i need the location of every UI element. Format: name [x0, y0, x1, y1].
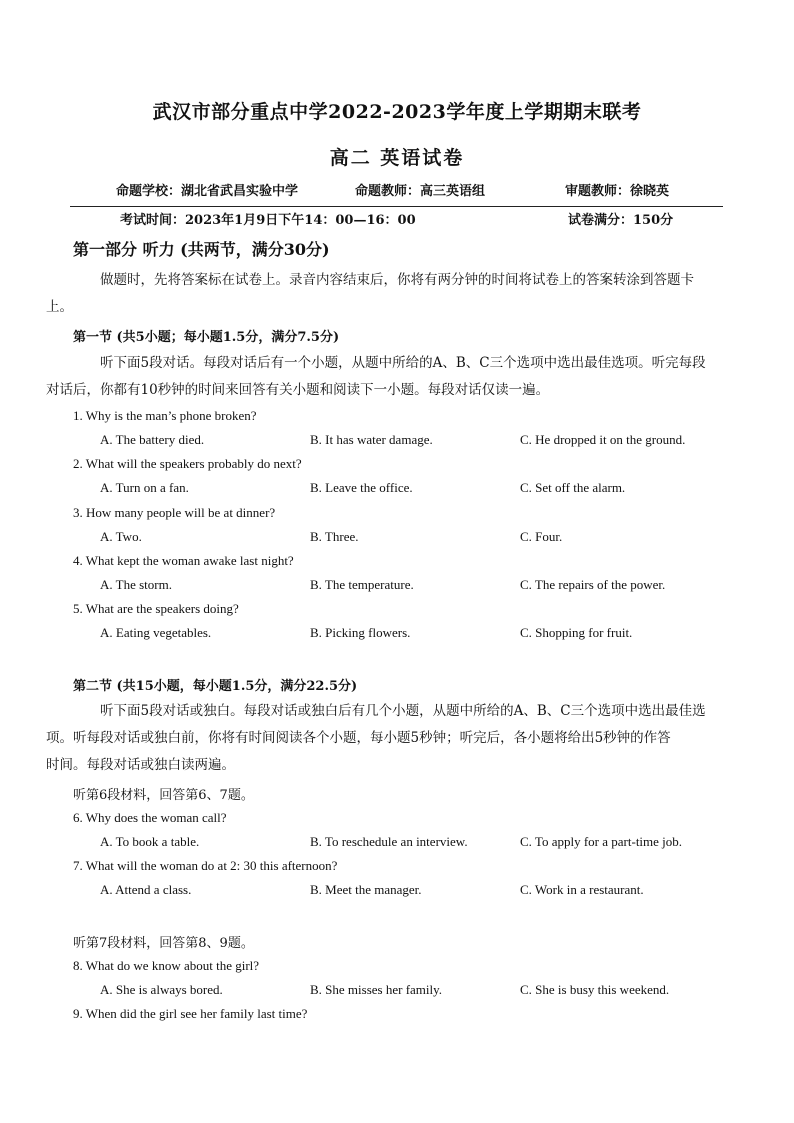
question-stem: 8. What do we know about the girl? [73, 958, 260, 973]
option-a: A. To book a table. [100, 834, 200, 849]
reviewer-teacher: 审题教师：徐晓英 [565, 184, 670, 199]
full-score: 试卷满分：150分 [568, 213, 674, 228]
option-a: A. Two. [100, 529, 142, 544]
section-two-line-3: 时间。每段对话或独白读两遍。 [46, 757, 235, 773]
material-7-note: 听第7段材料，回答第8、9题。 [73, 936, 254, 951]
option-c: C. Shopping for fruit. [520, 625, 633, 640]
question-stem: 6. Why does the woman call? [73, 810, 227, 825]
option-a: A. Eating vegetables. [100, 625, 212, 640]
question-stem: 2. What will the speakers probably do next? [73, 456, 302, 471]
option-b: B. Picking flowers. [310, 625, 411, 640]
exam-subtitle: 高二 英语试卷 [329, 147, 465, 169]
section-two-line-1: 听下面5段对话或独白。每段对话或独白后有几个小题，从题中所给的A、B、C三个选项中选出最佳选 [100, 703, 706, 719]
option-c: C. Work in a restaurant. [520, 882, 644, 897]
option-a: A. The storm. [100, 577, 172, 592]
intro-line-1: 做题时，先将答案标在试卷上。录音内容结束后，你将有两分钟的时间将试卷上的答案转涂到答题卡 [100, 272, 694, 288]
option-b: B. It has water damage. [310, 432, 433, 447]
option-b: B. To reschedule an interview. [310, 834, 468, 849]
option-c: C. Set off the alarm. [520, 480, 626, 495]
exam-time: 考试时间：2023年1月9日下午14：00—16：00 [120, 213, 416, 228]
question-stem: 5. What are the speakers doing? [73, 601, 239, 616]
section-one-line-2: 对话后，你都有10秒钟的时间来回答有关小题和阅读下一小题。每段对话仅读一遍。 [46, 382, 550, 398]
question-stem: 1. Why is the man’s phone broken? [73, 408, 257, 423]
option-c: C. He dropped it on the ground. [520, 432, 686, 447]
option-b: B. Leave the office. [310, 480, 413, 495]
section-one-instructions [46, 350, 723, 404]
question-stem: 4. What kept the woman awake last night? [73, 553, 294, 568]
material-6-note: 听第6段材料，回答第6、7题。 [73, 788, 254, 803]
option-a: A. Attend a class. [100, 882, 192, 897]
setter-school: 命题学校：湖北省武昌实验中学 [116, 184, 299, 199]
question-stem: 7. What will the woman do at 2: 30 this afternoon? [73, 858, 338, 873]
option-c: C. Four. [520, 529, 563, 544]
option-b: B. She misses her family. [310, 982, 443, 997]
exam-title: 武汉市部分重点中学2022-2023学年度上学期期末联考 [152, 101, 642, 123]
option-a: A. The battery died. [100, 432, 205, 447]
option-b: B. Three. [310, 529, 359, 544]
option-c: C. She is busy this weekend. [520, 982, 670, 997]
part-one-intro [46, 267, 723, 321]
section-two-instructions [46, 698, 723, 779]
intro-line-2: 上。 [46, 299, 73, 315]
option-a: A. Turn on a fan. [100, 480, 189, 495]
section-two-title: 第二节 (共15小题，每小题1.5分，满分22.5分) [73, 679, 358, 694]
part-one-title: 第一部分 听力 (共两节，满分30分) [73, 240, 330, 259]
question-stem: 3. How many people will be at dinner? [73, 505, 276, 520]
option-b: B. Meet the manager. [310, 882, 422, 897]
option-b: B. The temperature. [310, 577, 414, 592]
question-stem: 9. When did the girl see her family last time? [73, 1006, 308, 1021]
header-divider [70, 206, 723, 207]
option-c: C. The repairs of the power. [520, 577, 666, 592]
option-a: A. She is always bored. [100, 982, 223, 997]
setter-teacher: 命题教师：高三英语组 [355, 184, 486, 199]
option-c: C. To apply for a part-time job. [520, 834, 683, 849]
section-one-title: 第一节 (共5小题；每小题1.5分，满分7.5分) [73, 330, 340, 345]
section-one-line-1: 听下面5段对话。每段对话后有一个小题，从题中所给的A、B、C三个选项中选出最佳选项。听完每段 [100, 355, 706, 371]
section-two-line-2: 项。听每段对话或独白前，你将有时间阅读各个小题，每小题5秒钟；听完后，各小题将给出5秒钟的作答 [46, 730, 671, 746]
